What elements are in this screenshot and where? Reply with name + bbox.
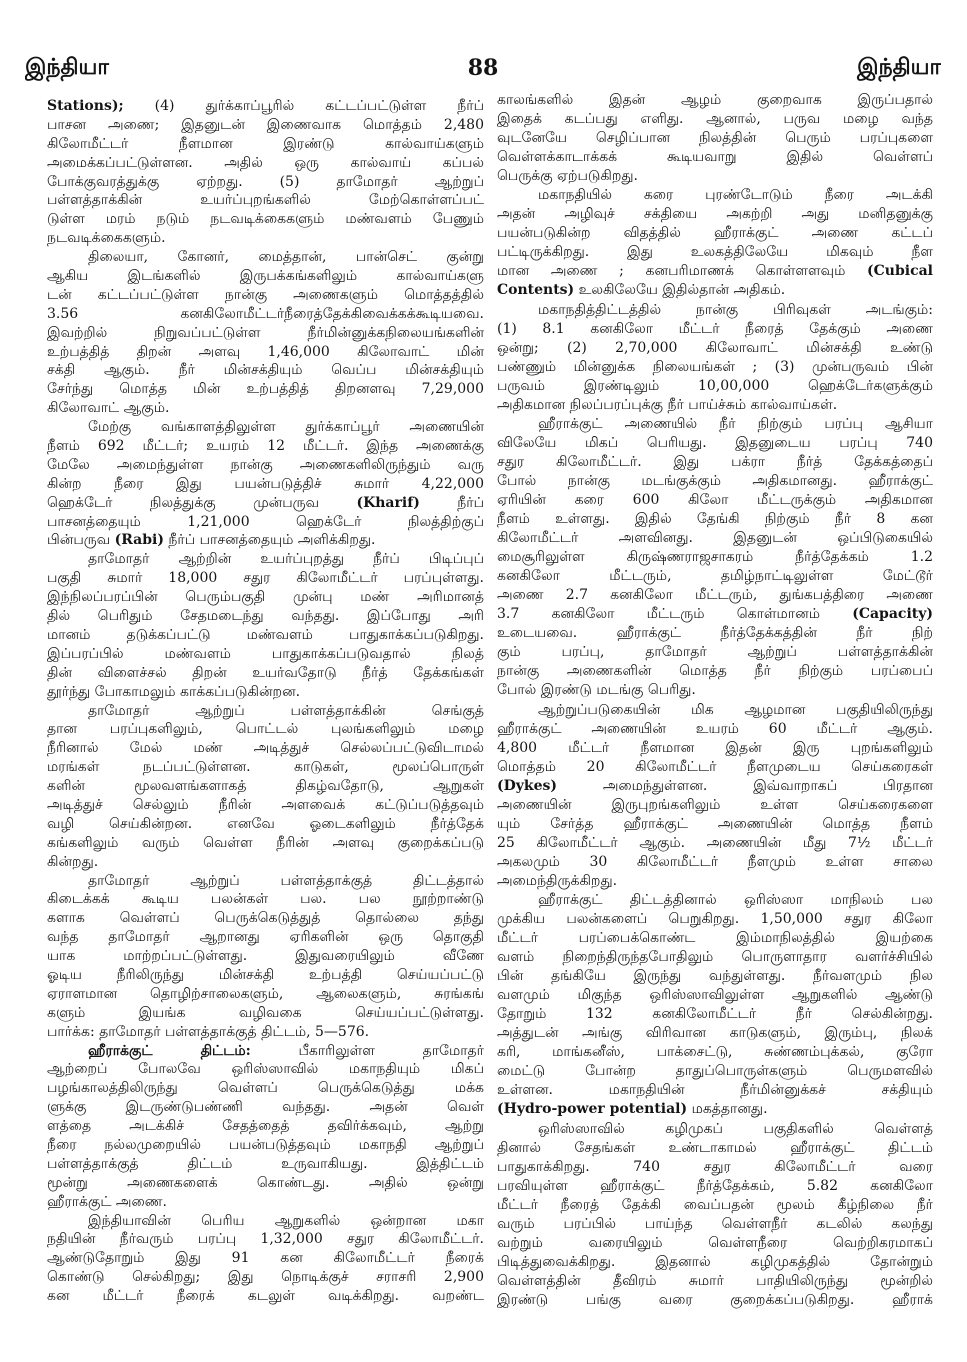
emphasized-term: (Cubical (867, 263, 933, 280)
text-line: கிடைக்கக் கூடிய பலன்கள் பல. பல நூற்றாண்டு (47, 891, 484, 908)
text-line: தாமோதர் ஆற்றின் உயர்ப்புறத்து நீர்ப் பிடிப்புப் (88, 551, 484, 568)
text-line: பட்டிருக்கிறது. இது உலகத்திலேயே மிகவும் நீள (497, 244, 933, 261)
text-line: கங்களிலும் வரும் வெள்ள நீரின் அளவு குறைக்கப்படு (47, 834, 484, 851)
text-line: வெள்ளக்காடாக்கக் கூடியவாறு இதில் வெள்ளப் (497, 149, 933, 166)
text-line: சக்தி ஆகும். நீர் மின்சக்தியும் வெப்ப மின்சக்தியும் (47, 362, 484, 379)
text-line (497, 1100, 933, 1119)
text-run: மான அணை ; கனபரிமாணக் கொள்ளளவும் (497, 263, 868, 280)
text-run: பீகாரிலுள்ள தாமோதர் (250, 1042, 484, 1059)
text-line: அணையின் இருபுறங்களிலும் உள்ள செய்கரைகளை (497, 796, 933, 813)
text-line: கன மீட்டர் நீரைக் கடலுள் வடிக்கிறது. வறண்ட (47, 1288, 484, 1305)
text-run: ஹெக்டேர் நிலத்துக்கு முன்பருவ (47, 494, 357, 511)
text-run: உலகிலேயே இதில்தான் அதிகம். (574, 282, 786, 299)
text-line: மீட்டர் நீரைத் தேக்கி வைப்பதன் மூலம் கீழ்நிலை நீர் (497, 1196, 933, 1213)
text-line: யும் சேர்த்த ஹீராக்குட் அணையின் மொத்த நீளம் (497, 815, 933, 832)
emphasized-term: (Capacity) (852, 606, 933, 623)
text-line: கிலோமீட்டர் நீளமான இரண்டு கால்வாய்களும் (47, 135, 484, 152)
right-column (497, 91, 933, 1316)
text-line: ஓடிய நீரிலிருந்து மின்சக்தி உற்பத்தி செய்யப்பட்டு (47, 966, 484, 983)
text-line: முக்கிய பலன்களைப் பெறுகிறது. 1,50,000 சதுர கிலோ (497, 911, 933, 928)
text-line: கொண்டு செல்கிறது; இது நொடிக்குச் சராசரி 2,900 (47, 1269, 484, 1286)
text-line: சேர்ந்து மொத்த மின் உற்பத்தித் திறனளவு 7,29,000 (47, 381, 484, 398)
paragraph (497, 186, 933, 300)
text-line: கின்ற நீரை இது பயன்படுத்திச் சுமார் 4,22,000 (47, 475, 484, 492)
text-line: இவற்றில் நிறுவப்பட்டுள்ள நீர்மின்னுக்கநிலையங்களின் (47, 324, 484, 341)
text-line: வெள்ளத்தின் தீவிரம் சுமார் பாதியிலிருந்து மூன்றில் (497, 1272, 933, 1289)
text-line: நான்கு அணைகளின் மொத்த நீர் நிற்கும் பரப்பைப் (497, 663, 933, 680)
text-line: தின் விளைச்சல் திறன் உயர்வதோடு நீர்த் தேக்கங்கள் (47, 664, 484, 681)
text-line: நீளம் உள்ளது. இதில் தேங்கி நிற்கும் நீர் 8 கன (497, 511, 933, 528)
paragraph (497, 1120, 933, 1310)
text-line: வழி செய்கின்றன. எனவே ஓடைகளிலும் நீர்த்தேக் (47, 815, 484, 832)
text-line: (1) 8.1 கனகிலோ மீட்டர் நீரைத் தேக்கும் அணை (497, 320, 933, 337)
text-line (47, 494, 484, 513)
text-line (47, 531, 484, 550)
text-line: ஆகிய இடங்களில் இருபக்கங்களிலும் கால்வாய்களு (47, 268, 484, 285)
text-line: மானம் தடுக்கப்பட்டு மண்வளம் பாதுகாக்கப்படுகிறது. (47, 626, 484, 643)
text-line: அதிகமான நிலப்பரப்புக்கு நீர் பாய்ச்சும் கால்வாய்கள். (497, 396, 838, 413)
emphasized-term: (Hydro-power potential) (497, 1101, 688, 1118)
emphasized-term: (Dykes) (497, 777, 558, 794)
text-line: அடித்துச் செல்லும் நீரின் அளவைக் கட்டுப்படுத்தவும் (47, 796, 484, 813)
text-line: பின் தங்கியே இருந்து வந்துள்ளது. நீர்வளமும் நில (497, 968, 933, 985)
text-line: அமைக்கப்பட்டுள்ளன. அதில் ஒரு கால்வாய் கப்பல் (47, 154, 484, 171)
text-line: ஹீராக்குட் திட்டத்தினால் ஒரிஸ்ஸா மாநிலம் பல (538, 891, 933, 908)
text-line: ளுக்கு இடருண்டுபண்ணி வந்தது. அதன் வெள் (47, 1099, 484, 1116)
text-line: உள்ளன. மகாநதியின் நீர்மின்னுக்கச் சக்தியும் (497, 1082, 933, 1099)
text-run: அமைந்துள்ளன. இவ்வாறாகப் பிரதான (557, 777, 933, 794)
text-line: ஹீராக்குட் அணை. (47, 1193, 167, 1210)
text-line: ஏராளமான தொழிற்சாலைகளும், ஆலைகளும், சுரங்கங் (47, 985, 484, 1002)
page-number: 88 (467, 55, 499, 81)
left-column (47, 97, 484, 1312)
text-line: தூர்ந்து போகாமலும் காக்கப்படுகின்றன. (47, 683, 301, 700)
text-line: கும் பரப்பு, தாமோதர் ஆற்றுப் பள்ளத்தாக்கின் (497, 644, 933, 661)
text-line: மகாநதித்திட்டத்தில் நான்கு பிரிவுகள் அடங்கும்: (538, 301, 933, 318)
emphasized-term: (Rabi) (114, 532, 164, 549)
text-line: வளம் நிறைந்திருந்தபோதிலும் பொருளாதார வளர்ச்சியில் (497, 949, 933, 966)
text-run: (4) துர்க்காப்பூரில் கட்டப்பட்டுள்ள நீர்ப் (123, 98, 484, 114)
text-line: களாக வெள்ளப் பெருக்கெடுத்துத் தொல்லை தந்து (47, 910, 484, 927)
text-line: ஒரிஸ்ஸாவில் கழிமுகப் பகுதிகளில் வெள்ளத் (538, 1120, 933, 1137)
emphasized-term: (Kharif) (356, 494, 420, 511)
text-line: மைசூரிலுள்ள கிருஷ்ணராஜசாகரம் நீர்த்தேக்கம் 1.2 (497, 549, 933, 566)
text-line: பார்க்க: தாமோதர் பள்ளத்தாக்குத் திட்டம், 5—576. (47, 1023, 370, 1040)
text-line: இதைக் கடப்பது எளிது. ஆனால், பருவ மழை வந்த (497, 111, 933, 128)
text-line: மகாநதியில் கரை புரண்டோடும் நீரை அடக்கி (538, 187, 933, 204)
text-line: ஹீராக்குட் அணையில் நீர் நிற்கும் பரப்பு ஆசியா (538, 415, 933, 432)
text-line: உற்பத்தித் திறன் அளவு 1,46,000 கிலோவாட் மின் (47, 343, 484, 360)
paragraph (47, 1212, 484, 1306)
text-line: இந்தியாவின் பெரிய ஆறுகளில் ஒன்றான மகா (88, 1212, 484, 1229)
running-head-right: இந்தியா (857, 55, 941, 80)
text-line: உடையவை. ஹீராக்குட் நீர்த்தேக்கத்தின் நீர் நிற் (497, 625, 933, 642)
text-line: ஆற்றுப்படுகையின் மிக ஆழமான பகுதியிலிருந்து (538, 701, 933, 718)
text-line: யாக மாற்றப்பட்டுள்ளது. இதுவரையிலும் வீணே (47, 948, 484, 965)
text-line: இரண்டு பங்கு வரை குறைக்கப்படுகிறது. ஹீராக் (497, 1291, 933, 1308)
text-line: இந்நிலப்பரப்பின் பெரும்பகுதி முன்பு மண் அரிமானத் (47, 589, 484, 606)
text-line: மொத்தம் 20 கிலோமீட்டர் நீளமுடைய செய்கரைகள் (497, 758, 933, 775)
text-line: பாசன அணை; இதனுடன் இணைவாக மொத்தம் 2,480 (47, 116, 484, 133)
text-line: 25 கிலோமீட்டர் ஆகும். அணையின் மீது 7½ மீட்டர் (497, 834, 933, 851)
text-line: பண்ணும் மின்னுக்க நிலையங்கள் ; (3) முன்பருவம் பின் (497, 358, 933, 375)
text-line: தினால் சேதங்கள் உண்டாகாமல் ஹீராக்குட் திட்டம் (497, 1139, 933, 1156)
paragraph (497, 301, 933, 415)
text-line: அணை 2.7 கனகிலோ மீட்டரும், துங்கபத்திரை அணை (497, 587, 933, 604)
text-line: மைட்டு போன்ற தாதுப்பொருள்களும் பெருமளவில் (497, 1063, 933, 1080)
text-line: தாமோதர் ஆற்றுப் பள்ளத்தாக்கின் செங்குத் (88, 702, 484, 719)
text-line: விலேயே மிகப் பெரியது. இதனுடைய பரப்பு 740 (497, 434, 933, 451)
text-run: நீர்ப் (419, 494, 484, 511)
text-line: மேற்கு வங்காளத்திலுள்ள துர்க்காப்பூர் அணையின் (88, 419, 484, 436)
text-line: மூன்று அணைகளைக் கொண்டது. அதில் ஒன்று (47, 1174, 484, 1191)
text-line: பிடித்துவைக்கிறது. இதனால் கழிமுகத்தில் தோன்றும் (497, 1253, 933, 1270)
paragraph (47, 550, 484, 701)
text-line: போல் நான்கு மடங்குக்கும் அதிகமானது. ஹீராக்குட் (497, 472, 933, 489)
text-run: பின்பருவ (47, 532, 115, 549)
text-line: போக்குவரத்துக்கு ஏற்றது. (5) தாமோதர் ஆற்றுப் (47, 173, 484, 190)
text-run: நீர்ப் பாசனத்தையும் அளிக்கிறது. (163, 532, 376, 549)
text-line: அகலமும் 30 கிலோமீட்டர் நீளமும் உள்ள சாலை (497, 853, 933, 870)
text-line: மீட்டர் பரப்பைக்கொண்ட இம்மாநிலத்தில் இயற்கை (497, 930, 933, 947)
text-line: மேலே அமைந்துள்ள நான்கு அணைகளிலிருந்தும் வரு (47, 456, 484, 473)
text-line: 4,800 மீட்டர் நீளமான இதன் இரு புறங்களிலும் (497, 739, 933, 756)
text-line: பாதுகாக்கிறது. 740 சதுர கிலோமீட்டர் வரை (497, 1158, 933, 1175)
paragraph (47, 97, 484, 248)
text-line: ஆண்டுதோறும் இது 91 கன கிலோமீட்டர் நீரைக் (47, 1250, 484, 1267)
text-line: திலையா, கோனர், மைத்தான், பான்செட் குன்று (88, 249, 484, 266)
text-line: நீரினால் மேல் மண் அடித்துச் செல்லப்பட்டுவிடாமல் (47, 740, 484, 757)
text-line: ஏரியின் கரை 600 கிலோ மீட்டருக்கும் அதிகமான (497, 491, 933, 508)
text-line: பள்ளத்தாக்கின் உயர்ப்புறங்களில் மேற்கொள்ளப்பட் (47, 192, 484, 209)
text-line: பரவியுள்ள ஹீராக்குட் நீர்த்தேக்கம், 5.82 கனகிலோ (497, 1177, 933, 1194)
text-line: பாசனத்தையும் 1,21,000 ஹெக்டேர் நிலத்திற்குப் (47, 513, 484, 530)
text-line: தில் பெரிதும் சேதமடைந்து வந்தது. இப்போது அரி (47, 608, 484, 625)
text-line: பருவம் இரண்டிலும் 10,00,000 ஹெக்டேர்களுக்கும் (497, 377, 933, 394)
text-line: கின்றது. (47, 853, 99, 870)
text-line: அத்துடன் அங்கு விரிவான காடுகளும், இரும்பு, நிலக் (497, 1025, 933, 1042)
text-line: டுள்ள மரம் நடும் நடவடிக்கைகளும் மண்வளம் பேணும் (47, 211, 484, 228)
text-line: கனகிலோ மீட்டரும், தமிழ்நாட்டிலுள்ள மேட்டூர் (497, 568, 933, 585)
text-line: மரங்கள் நடப்பட்டுள்ளன. காடுகள், மூலப்பொருள் (47, 759, 484, 776)
text-run: மகத்தானது. (687, 1101, 768, 1118)
text-line: பள்ளத்தாக்குத் திட்டம் உருவாகியது. இத்திட்டம் (47, 1155, 484, 1172)
section-heading: ஹீராக்குட் திட்டம்: (88, 1042, 251, 1059)
paragraph (47, 702, 484, 872)
text-line: தோறும் 132 கனகிலோமீட்டர் நீர் செல்கின்றது. (497, 1006, 933, 1023)
paragraph (47, 248, 484, 418)
text-line (497, 777, 933, 796)
text-line: தாமோதர் ஆற்றுப் பள்ளத்தாக்குத் திட்டத்தால் (88, 872, 484, 889)
text-line (497, 605, 933, 624)
text-line: கிலோவாட் ஆகும். (47, 400, 170, 417)
emphasized-term: Contents) (497, 282, 575, 299)
text-line: தான பரப்புகளிலும், பொட்டல் புலங்களிலும் மழை (47, 721, 484, 738)
paragraph (47, 872, 484, 1042)
text-line (47, 97, 484, 116)
text-line: வற்றும் வரையிலும் வெள்ளநீரை வெற்றிகரமாகப் (497, 1234, 933, 1251)
text-line: நீரை நல்லமுறையில் பயன்படுத்தவும் மகாநதி ஆற்றுப் (47, 1136, 484, 1153)
paragraph (497, 415, 933, 701)
text-line: அமைந்திருக்கிறது. (497, 872, 618, 889)
text-line: ஆற்றைப் போலவே ஒரிஸ்ஸாவில் மகாநதியும் மிகப் (47, 1061, 484, 1078)
paragraph (497, 701, 933, 891)
text-line: நீளம் 692 மீட்டர்; உயரம் 12 மீட்டர். இந்த அணைக்கு (47, 438, 484, 455)
text-line (497, 281, 933, 300)
text-line: இப்பரப்பில் மண்வளம் பாதுகாக்கப்படுவதால் நிலத் (47, 645, 484, 662)
text-line: பழங்காலத்திலிருந்து வெள்ளப் பெருக்கெடுத்து மக்க (47, 1080, 484, 1097)
text-line: களும் இயங்க வழிவகை செய்யப்பட்டுள்ளது. (47, 1004, 484, 1021)
text-line: வளமும் மிகுந்த ஒரிஸ்ஸாவிலுள்ள ஆறுகளில் ஆண்டு (497, 987, 933, 1004)
text-line: களின் மூலவளங்களாகத் திகழ்வதோடு, ஆறுகள் (47, 778, 484, 795)
text-line: நதியின் நீர்வரும் பரப்பு 1,32,000 சதுர கிலோமீட்டர். (47, 1231, 484, 1248)
paragraph (497, 891, 933, 1120)
paragraph (47, 418, 484, 550)
running-head-left: இந்தியா (25, 55, 109, 80)
paragraph (497, 91, 933, 186)
text-line: கரி, மாங்கனீஸ், பாக்சைட்டு, சுண்ணம்புக்கல், குரோ (497, 1044, 933, 1061)
text-line: போல் இரண்டு மடங்கு பெரிது. (497, 682, 696, 699)
text-line: காலங்களில் இதன் ஆழம் குறைவாக இருப்பதால் (497, 92, 933, 108)
emphasized-term: Stations); (47, 98, 124, 114)
text-line: கிலோமீட்டர் அளவினது. இதனுடன் ஒப்பிடுகையில் (497, 530, 933, 547)
text-line: அதன் அழிவுச் சக்தியை அகற்றி அது மனிதனுக்கு (497, 206, 933, 223)
text-line: ஹீராக்குட் அணையின் உயரம் 60 மீட்டர் ஆகும். (497, 720, 933, 737)
text-line: 3.56 கனகிலோமீட்டர்நீரைத்தேக்கிவைக்கக்கூடியவை. (47, 305, 484, 322)
text-line: பயன்படுகின்ற விதத்தில் ஹீராக்குட் அணை கட்டப் (497, 225, 933, 242)
text-line (497, 262, 933, 281)
text-line: பெருக்கு ஏற்படுகிறது. (497, 168, 638, 185)
text-line: வந்த தாமோதர் ஆறானது ஏரிகளின் ஒரு தொகுதி (47, 929, 484, 946)
paragraph (47, 1042, 484, 1212)
text-line: பகுதி சுமார் 18,000 சதுர கிலோமீட்டர் பரப்புள்ளது. (47, 570, 484, 587)
text-line: வரும் பரப்பில் பாய்ந்த வெள்ளநீர் கடலில் கலந்து (497, 1215, 933, 1232)
text-line: ஒன்று; (2) 2,70,000 கிலோவாட் மின்சக்தி உண்டு (497, 339, 933, 356)
text-line: நடவடிக்கைகளும். (47, 230, 166, 247)
text-line: ளத்தை அடக்கிச் சேதத்தைத் தவிர்க்கவும், ஆற்று (47, 1118, 484, 1135)
text-line: டன் கட்டப்பட்டுள்ள நான்கு அணைகளும் மொத்தத்தில் (47, 286, 484, 303)
text-line: வுடனேயே செழிப்பான நிலத்தின் பெரும் பரப்புகளை (497, 130, 933, 147)
text-line: சதுர கிலோமீட்டர். இது பக்ரா நீர்த் தேக்கத்தைப் (497, 453, 933, 470)
text-run: 3.7 கனகிலோ மீட்டரும் கொள்மானம் (497, 606, 853, 623)
text-line (47, 1042, 484, 1061)
